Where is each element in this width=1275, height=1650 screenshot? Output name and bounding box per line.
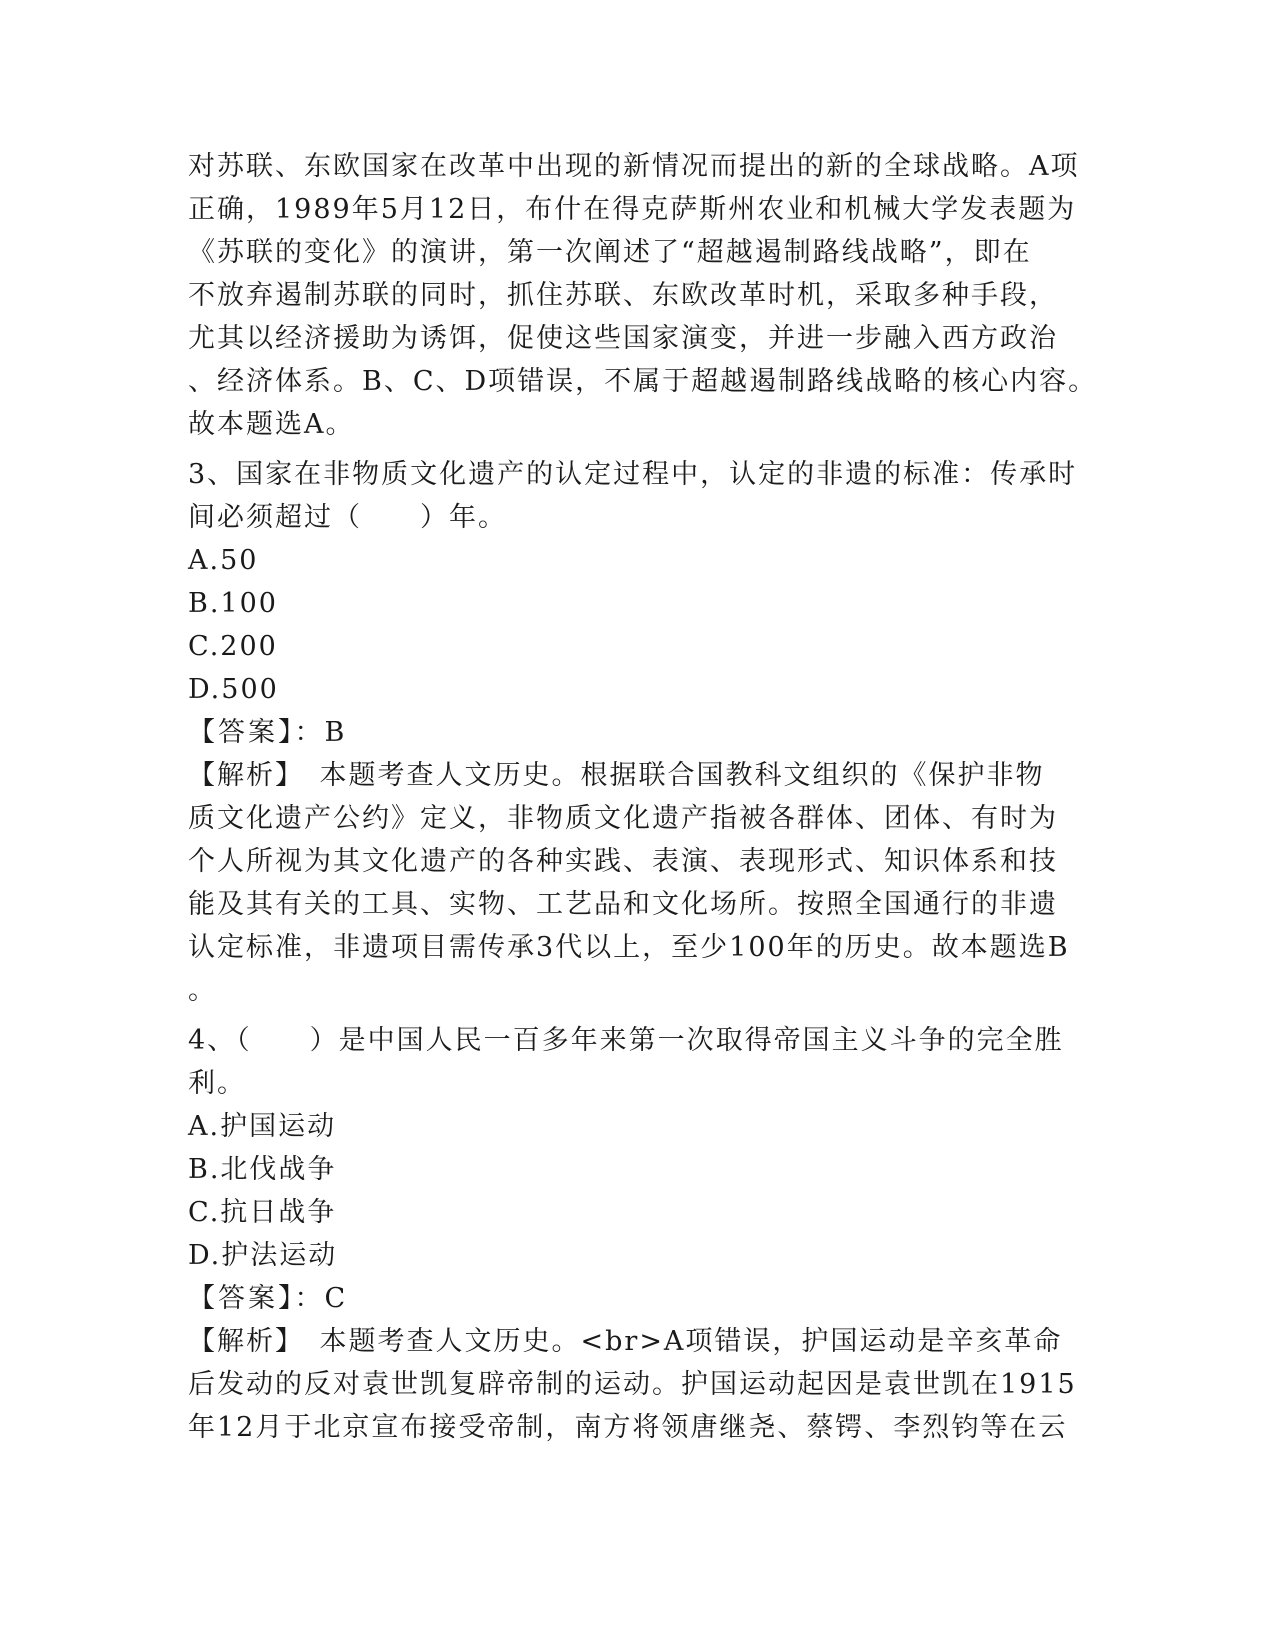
spacer xyxy=(188,1012,1088,1019)
explanation-line: 【解析】 本题考查人文历史。<br>A项错误，护国运动是辛亥革命 xyxy=(188,1326,1063,1357)
spacer xyxy=(188,446,1088,453)
explanation-line: 能及其有关的工具、实物、工艺品和文化场所。按照全国通行的非遗 xyxy=(188,889,1058,920)
question-4 xyxy=(188,1019,1088,1449)
option-a: A.50 xyxy=(188,545,259,576)
explanation-line: 【解析】 本题考查人文历史。根据联合国教科文组织的《保护非物 xyxy=(188,760,1045,791)
text-line: 不放弃遏制苏联的同时，抓住苏联、东欧改革时机，采取多种手段， xyxy=(188,280,1058,311)
explanation-line: 质文化遗产公约》定义，非物质文化遗产指被各群体、团体、有时为 xyxy=(188,803,1058,834)
q2-explanation-tail xyxy=(188,145,1098,446)
option-b: B.100 xyxy=(188,588,278,619)
answer-label: 【答案】：C xyxy=(188,1283,349,1314)
option-d: D.500 xyxy=(188,674,279,705)
explanation-line: 年12月于北京宣布接受帝制，南方将领唐继尧、蔡锷、李烈钧等在云 xyxy=(188,1412,1068,1443)
text-line: 正确，1989年5月12日，布什在得克萨斯州农业和机械大学发表题为 xyxy=(188,194,1077,225)
explanation-line: 后发动的反对袁世凯复辟帝制的运动。护国运动起因是袁世凯在1915 xyxy=(188,1369,1077,1400)
text-line: 对苏联、东欧国家在改革中出现的新情况而提出的新的全球战略。A项 xyxy=(188,151,1080,182)
option-c: C.抗日战争 xyxy=(188,1197,337,1228)
question-stem: 利。 xyxy=(188,1068,246,1099)
explanation-line: 。 xyxy=(188,975,217,1006)
option-a: A.护国运动 xyxy=(188,1111,337,1142)
text-line: 、经济体系。B、C、D项错误，不属于超越遏制路线战略的核心内容。 xyxy=(188,366,1098,397)
explanation-line: 认定标准，非遗项目需传承3代以上，至少100年的历史。故本题选B xyxy=(188,932,1070,963)
answer-label: 【答案】：B xyxy=(188,717,348,748)
text-line: 尤其以经济援助为诱饵，促使这些国家演变，并进一步融入西方政治 xyxy=(188,323,1058,354)
question-stem: 4、（ ）是中国人民一百多年来第一次取得帝国主义斗争的完全胜 xyxy=(188,1025,1064,1056)
document-content xyxy=(188,145,1098,1449)
question-stem: 3、国家在非物质文化遗产的认定过程中，认定的非遗的标准：传承时 xyxy=(188,459,1078,490)
option-c: C.200 xyxy=(188,631,278,662)
text-line: 《苏联的变化》的演讲，第一次阐述了“超越遏制路线战略”，即在 xyxy=(188,237,1032,268)
question-3 xyxy=(188,453,1088,1012)
explanation-line: 个人所视为其文化遗产的各种实践、表演、表现形式、知识体系和技 xyxy=(188,846,1058,877)
text-line: 故本题选A。 xyxy=(188,409,355,440)
option-b: B.北伐战争 xyxy=(188,1154,337,1185)
option-d: D.护法运动 xyxy=(188,1240,338,1271)
question-stem: 间必须超过（ ）年。 xyxy=(188,502,507,533)
